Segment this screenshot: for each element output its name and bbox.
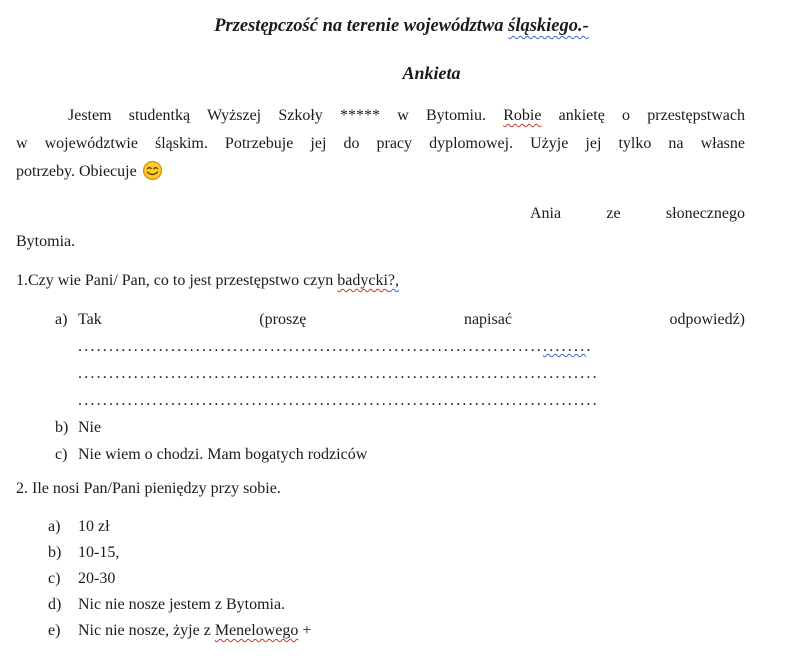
option-label <box>78 618 745 644</box>
subtitle: Ankieta <box>402 63 461 83</box>
answer-dots-end: . <box>586 338 593 355</box>
answer-dots-line-3 <box>78 387 745 414</box>
question-1-text-pre: 1.Czy wie Pani/ Pan, co to jest przestępstwo czyn <box>16 272 338 289</box>
option-label: Nic nie nosze jestem z Bytomia. <box>78 596 286 613</box>
intro-line-1-text-end: ankietę o przestępstwach <box>541 107 745 124</box>
question-1-options <box>16 306 745 468</box>
option-marker: d) <box>48 596 62 613</box>
smiling-face-emoji <box>142 160 163 181</box>
q2-option-e <box>16 618 745 644</box>
title-grammar-marked-text: śląskiego.- <box>508 16 589 36</box>
intro-paragraph <box>16 102 745 186</box>
answer-dots: .................................................................................... <box>78 365 599 382</box>
option-label: 10-15, <box>78 544 120 561</box>
option-marker: b) <box>48 544 62 561</box>
option-label: Nie <box>78 419 102 436</box>
signature-line-1: Ania ze słonecznego <box>530 205 745 222</box>
q2-option-b <box>16 540 745 566</box>
option-marker: c) <box>55 446 68 463</box>
answer-dots-line-1 <box>78 333 745 360</box>
option-label: Nie wiem o chodzi. Mam bogatych rodziców <box>78 446 368 463</box>
grammar-marked-text: ?, <box>387 272 400 289</box>
q2-option-a <box>16 514 745 540</box>
signature-line-2: Bytomia. <box>16 233 76 250</box>
q1-option-a <box>16 306 745 333</box>
answer-dots: ........................................................................... <box>78 338 543 355</box>
document-page <box>0 14 800 644</box>
option-marker: a) <box>48 518 61 535</box>
misspelled-word: badycki <box>337 272 388 289</box>
intro-line-3 <box>16 158 745 186</box>
q2-option-c <box>16 566 745 592</box>
option-marker: e) <box>48 622 61 639</box>
option-marker: c) <box>48 570 61 587</box>
option-label: 20-30 <box>78 570 116 587</box>
answer-dots: .................................................................................... <box>78 392 599 409</box>
question-1-text <box>16 268 745 294</box>
q1-option-c <box>16 441 745 468</box>
intro-line-1 <box>68 102 745 130</box>
answer-dots-grammar-marked: ....... <box>543 338 587 355</box>
misspelled-word: Robie <box>503 107 542 124</box>
page-title <box>16 14 745 38</box>
answer-dots-line-2 <box>78 360 745 387</box>
q2-option-d <box>16 592 745 618</box>
intro-line-2: w województwie śląskim. Potrzebuje jej do pracy dyplomowej. Użyje jej tylko na własne <box>16 135 745 152</box>
misspelled-word: Menelowego <box>214 622 299 639</box>
option-label-post: + <box>298 622 312 639</box>
option-label: Tak (proszę napisać odpowiedź) <box>78 311 745 328</box>
question-2-options <box>16 514 745 644</box>
title-text: Przestępczość na terenie województwa <box>214 16 509 36</box>
option-marker: b) <box>55 419 69 436</box>
option-label-pre: Nic nie nosze, żyje z <box>78 622 215 639</box>
question-2-text: 2. Ile nosi Pan/Pani pieniędzy przy sobie. <box>16 480 281 497</box>
signature-block <box>16 200 745 256</box>
intro-line-3-text: potrzeby. Obiecuje <box>16 163 137 180</box>
intro-line-1-text: Jestem studentką Wyższej Szkoły ***** w Bytomiu. <box>68 107 504 124</box>
q1-option-b <box>16 414 745 441</box>
option-label: 10 zł <box>78 518 110 535</box>
option-marker: a) <box>55 311 68 328</box>
